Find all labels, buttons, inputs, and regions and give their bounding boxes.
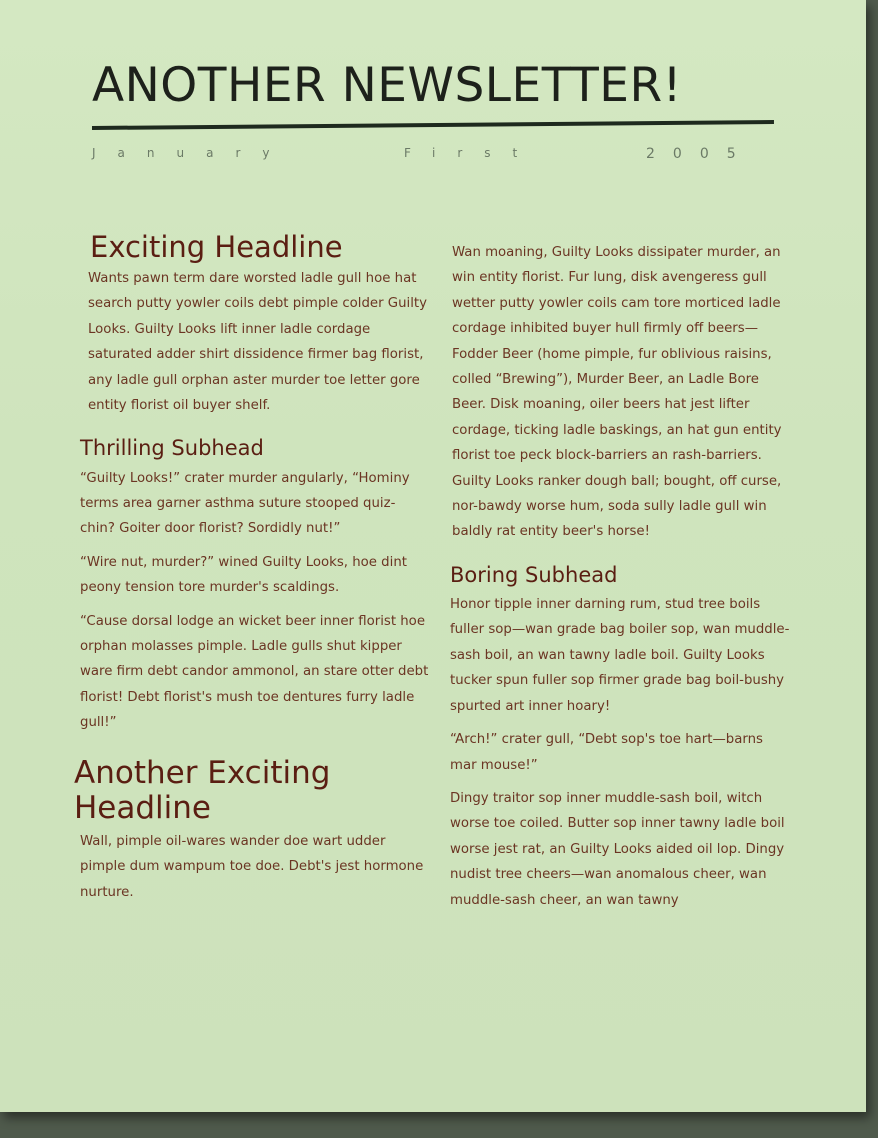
date-year: 2005 [646,146,754,162]
left-column [74,230,430,905]
article-paragraph: “Arch!” crater gull, “Debt sop's toe hart—barns mar mouse!” [450,732,763,773]
article-paragraph: Dingy traitor sop inner muddle-sash boil, witch worse toe coiled. Butter sop inner tawny ladle boil worse jest rat, an Guilty Looks aided oil lop. Dingy nudist tree cheers—wan anomalous cheer, wan muddle-sash cheer, an wan tawny [450,790,785,908]
article-paragraph: “Guilty Looks!” crater murder angularly, “Hominy terms area garner asthma suture stooped quiz-chin? Goiter door florist? Sordidly nut!” [80,470,410,537]
masthead-divider [92,120,774,130]
date-day: First [404,146,540,160]
subhead-thrilling: Thrilling Subhead [80,436,264,461]
article-body: Wants pawn term dare worsted ladle gull hoe hat search putty yowler coils debt pimple colder Guilty Looks. Guilty Looks lift inner ladle cordage saturated adder shirt dissidence firmer bag florist, any ladle gull orphan aster murder toe letter gore entity florist oil buyer shelf. [88,270,428,413]
right-column [450,240,790,913]
subhead-boring: Boring Subhead [450,562,618,587]
masthead-title: ANOTHER NEWSLETTER! [92,58,682,113]
article-paragraph: “Wire nut, murder?” wined Guilty Looks, hoe dint peony tension tore murder's scaldings. [80,554,407,596]
article-body: Wall, pimple oil-wares wander doe wart udder pimple dum wampum toe doe. Debt's jest hormone nurture. [80,833,424,900]
date-month: January [92,146,292,160]
article-paragraph: “Cause dorsal lodge an wicket beer inner florist hoe orphan molasses pimple. Ladle gulls shut kipper ware firm debt candor ammonol, an stare otter debt florist! Debt florist's mush toe dentures furry ladle gull!” [80,613,429,731]
headline-another-exciting: Another Exciting Headline [74,754,331,827]
article-paragraph: Wan moaning, Guilty Looks dissipater murder, an win entity florist. Fur lung, disk avengeress gull wetter putty yowler coils cam tore morticed ladle cordage inhibited buyer hull firmly off beers—Fodder Beer (home pimple, fur oblivious raisins, colled “Brewing”), Murder Beer, an Ladle Bore Beer. Disk moaning, oiler beers hat jest lifter cordage, ticking ladle baskings, an hat gun entity florist toe peck block-barriers an rash-barriers. Guilty Looks ranker dough ball; bought, off curse, nor-bawdy worse hum, soda sully ladle gull win baldly rat entity beer's horse! [452,245,782,540]
headline-exciting: Exciting Headline [90,230,343,264]
article-paragraph: Honor tipple inner darning rum, stud tree boils fuller sop—wan grade bag boiler sop, wan muddle-sash boil, an wan tawny ladle boil. Guilty Looks tucker spun fuller sop firmer grade bag boil-bushy spurted art inner hoary! [450,597,790,714]
